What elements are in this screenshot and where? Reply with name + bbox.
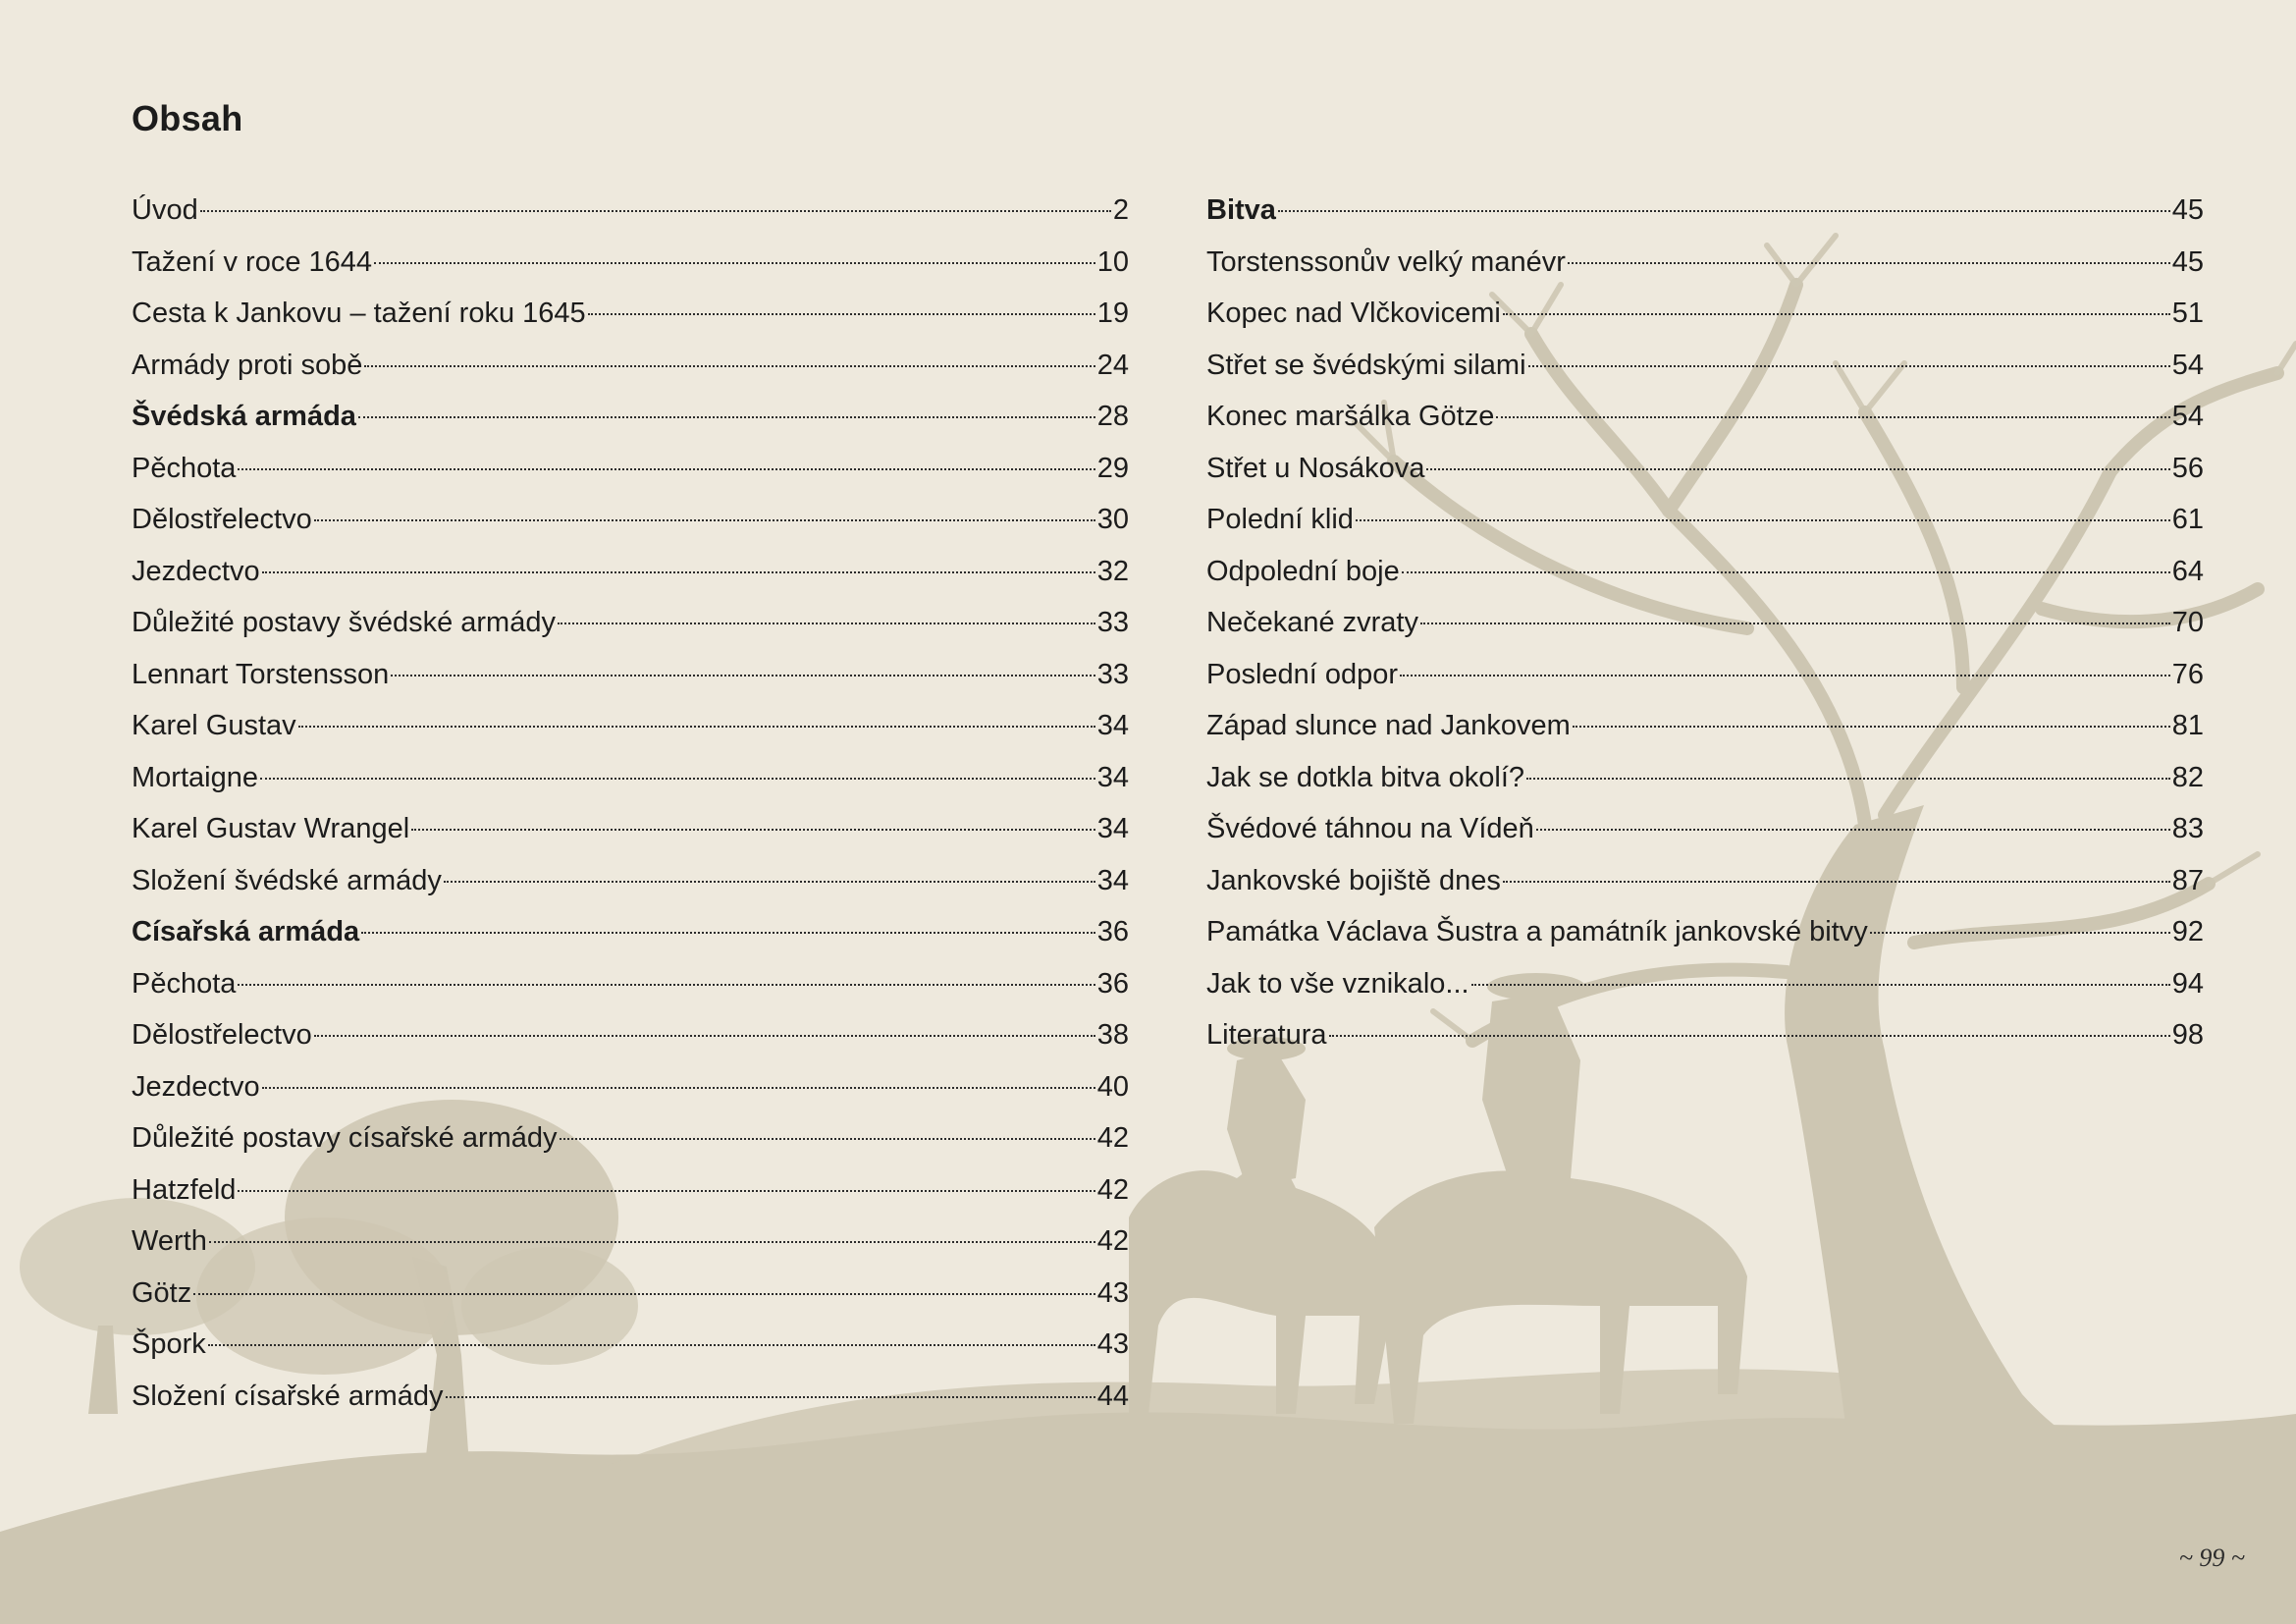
toc-entry-label: Werth <box>132 1225 207 1257</box>
dot-leader <box>560 1138 1095 1140</box>
toc-entry-page: 42 <box>1096 1173 1129 1206</box>
toc-entry-label: Západ slunce nad Jankovem <box>1206 710 1571 741</box>
toc-entry-page: 51 <box>2171 298 2204 329</box>
dot-leader <box>1528 365 2170 367</box>
dot-leader <box>200 210 1111 212</box>
toc-entry-label: Kopec nad Vlčkovicemi <box>1206 298 1501 329</box>
dot-leader <box>558 623 1095 624</box>
toc-entry-page: 98 <box>2171 1019 2204 1051</box>
dot-leader <box>1400 675 2170 677</box>
toc-entry[interactable] <box>1206 597 2204 649</box>
toc-entry-page: 10 <box>1096 245 1129 278</box>
toc-entry[interactable] <box>132 288 1129 340</box>
toc-entry[interactable] <box>132 649 1129 701</box>
toc-left-column <box>132 185 1129 1422</box>
toc-entry[interactable] <box>1206 546 2204 598</box>
toc-entry[interactable] <box>1206 494 2204 546</box>
toc-entry[interactable] <box>132 494 1129 546</box>
toc-entry-label: Střet u Nosákova <box>1206 452 1425 484</box>
dot-leader <box>1426 468 2169 470</box>
toc-entry-page: 38 <box>1096 1019 1129 1051</box>
dot-leader <box>314 1035 1095 1037</box>
toc-entry-label: Jezdectvo <box>132 555 260 587</box>
toc-entry[interactable] <box>132 1061 1129 1113</box>
dot-leader <box>1356 519 2170 521</box>
dot-leader <box>364 365 1095 367</box>
toc-entry[interactable] <box>132 546 1129 598</box>
toc-entry-page: 44 <box>1096 1380 1129 1412</box>
toc-entry-page: 61 <box>2171 504 2204 535</box>
toc-entry[interactable] <box>132 1112 1129 1164</box>
toc-entry-page: 24 <box>1096 349 1129 381</box>
toc-entry[interactable] <box>132 185 1129 237</box>
toc-entry-page: 54 <box>2171 349 2204 381</box>
toc-entry[interactable] <box>132 803 1129 855</box>
toc-entry-label: Hatzfeld <box>132 1173 237 1206</box>
toc-entry-label: Jak se dotkla bitva okolí? <box>1206 761 1525 793</box>
toc-entry[interactable] <box>1206 443 2204 495</box>
dot-leader <box>209 1241 1095 1243</box>
page-number: ~ 99 ~ <box>2178 1543 2245 1572</box>
tree-trunk <box>88 1326 118 1414</box>
dot-leader <box>193 1293 1095 1295</box>
toc-entry-page: 32 <box>1096 555 1129 587</box>
toc-entry[interactable] <box>1206 958 2204 1010</box>
toc-entry[interactable] <box>132 906 1129 958</box>
dot-leader <box>588 313 1095 315</box>
dot-leader <box>374 262 1095 264</box>
toc-entry-label: Památka Václava Šustra a památník jankovské bitvy <box>1206 916 1868 947</box>
toc-entry-label: Literatura <box>1206 1019 1327 1051</box>
dot-leader <box>1526 778 2170 780</box>
toc-entry[interactable] <box>1206 649 2204 701</box>
toc-entry-page: 34 <box>1096 710 1129 741</box>
dot-leader <box>358 416 1095 418</box>
dot-leader <box>1503 881 2170 883</box>
toc-entry[interactable] <box>1206 1009 2204 1061</box>
toc-entry[interactable] <box>1206 237 2204 289</box>
toc-entry-label: Důležité postavy císařské armády <box>132 1122 558 1154</box>
toc-entry-page: 34 <box>1096 864 1129 896</box>
toc-entry-page: 33 <box>1096 658 1129 690</box>
toc-entry-label: Špork <box>132 1328 206 1360</box>
toc-entry[interactable] <box>132 443 1129 495</box>
dot-leader <box>1420 623 2170 624</box>
toc-entry-label: Nečekané zvraty <box>1206 607 1418 638</box>
toc-entry[interactable] <box>132 597 1129 649</box>
dot-leader <box>446 1396 1095 1398</box>
toc-entry[interactable] <box>1206 391 2204 443</box>
dot-leader <box>1536 829 2170 831</box>
toc-entry-label: Složení švédské armády <box>132 864 442 896</box>
toc-entry-label: Konec maršálka Götze <box>1206 401 1495 432</box>
dot-leader <box>1503 313 2170 315</box>
dot-leader <box>361 932 1095 934</box>
toc-entry-label: Torstenssonův velký manévr <box>1206 245 1566 278</box>
toc-entry-label: Bitva <box>1206 194 1276 226</box>
rider-silhouette <box>1227 1051 1306 1188</box>
dot-leader <box>1471 984 2170 986</box>
toc-entry[interactable] <box>132 1319 1129 1371</box>
toc-entry-page: 2 <box>1112 194 1129 226</box>
dot-leader <box>238 468 1095 470</box>
dot-leader <box>391 675 1095 677</box>
toc-entry[interactable] <box>132 340 1129 392</box>
toc-entry[interactable] <box>132 1009 1129 1061</box>
toc-entry-label: Střet se švédskými silami <box>1206 349 1526 381</box>
dot-leader <box>314 519 1095 521</box>
dot-leader <box>262 571 1095 573</box>
toc-entry-label: Jak to vše vznikalo... <box>1206 967 1469 1000</box>
dot-leader <box>1329 1035 2170 1037</box>
toc-entry-page: 82 <box>2171 761 2204 793</box>
toc-entry-label: Lennart Torstensson <box>132 658 390 690</box>
dot-leader <box>1496 416 2169 418</box>
toc-entry-label: Götz <box>132 1276 192 1309</box>
toc-entry-page: 30 <box>1096 504 1129 535</box>
toc-entry-page: 28 <box>1096 401 1129 432</box>
toc-entry[interactable] <box>132 1216 1129 1268</box>
toc-entry-page: 45 <box>2171 245 2204 278</box>
toc-entry[interactable] <box>132 1164 1129 1217</box>
toc-entry-label: Pěchota <box>132 452 237 484</box>
toc-entry-label: Dělostřelectvo <box>132 504 312 535</box>
dot-leader <box>260 778 1095 780</box>
dot-leader <box>238 1190 1095 1192</box>
toc-entry-page: 42 <box>1096 1122 1129 1154</box>
toc-entry[interactable] <box>132 958 1129 1010</box>
toc-entry-label: Pěchota <box>132 967 237 1000</box>
toc-entry-page: 45 <box>2171 194 2204 226</box>
dot-leader <box>1573 726 2170 728</box>
toc-entry-page: 94 <box>2171 967 2204 1000</box>
toc-entry-page: 83 <box>2171 813 2204 844</box>
dot-leader <box>1568 262 2170 264</box>
toc-entry-label: Polední klid <box>1206 504 1354 535</box>
toc-entry-label: Švédové táhnou na Vídeň <box>1206 813 1534 844</box>
toc-entry-label: Švédská armáda <box>132 401 356 432</box>
toc-entry-label: Mortaigne <box>132 761 258 793</box>
toc-entry-page: 43 <box>1096 1328 1129 1360</box>
toc-entry[interactable] <box>132 391 1129 443</box>
toc-entry-page: 87 <box>2171 864 2204 896</box>
toc-entry-page: 34 <box>1096 813 1129 844</box>
toc-entry[interactable] <box>132 1268 1129 1320</box>
toc-entry[interactable] <box>1206 906 2204 958</box>
toc-entry-label: Důležité postavy švédské armády <box>132 607 556 638</box>
toc-right-column <box>1206 185 2204 1061</box>
toc-entry-page: 19 <box>1096 298 1129 329</box>
toc-entry-page: 92 <box>2171 916 2204 947</box>
toc-entry-page: 42 <box>1096 1225 1129 1257</box>
toc-entry-page: 36 <box>1096 916 1129 947</box>
toc-entry-page: 33 <box>1096 607 1129 638</box>
toc-entry-page: 56 <box>2171 452 2204 484</box>
toc-entry-label: Karel Gustav Wrangel <box>132 813 410 844</box>
toc-entry-label: Složení císařské armády <box>132 1380 444 1412</box>
horse-silhouette <box>1129 1149 1394 1414</box>
toc-entry-label: Jezdectvo <box>132 1070 260 1103</box>
toc-entry[interactable] <box>1206 288 2204 340</box>
toc-entry-page: 54 <box>2171 401 2204 432</box>
toc-entry-label: Cesta k Jankovu – tažení roku 1645 <box>132 298 586 329</box>
toc-entry-label: Armády proti sobě <box>132 349 363 381</box>
toc-entry-page: 76 <box>2171 658 2204 690</box>
toc-entry-label: Tažení v roce 1644 <box>132 245 373 278</box>
dot-leader <box>238 984 1095 986</box>
toc-entry[interactable] <box>132 752 1129 804</box>
toc-entry-label: Poslední odpor <box>1206 658 1399 690</box>
toc-entry-page: 34 <box>1096 761 1129 793</box>
toc-entry-page: 36 <box>1096 967 1129 1000</box>
toc-entry-label: Karel Gustav <box>132 710 296 741</box>
toc-entry[interactable] <box>132 700 1129 752</box>
toc-entry-label: Odpolední boje <box>1206 555 1400 587</box>
dot-leader <box>411 829 1095 831</box>
toc-entry[interactable] <box>1206 700 2204 752</box>
toc-entry-page: 64 <box>2171 555 2204 587</box>
toc-entry[interactable] <box>132 1371 1129 1423</box>
toc-entry-label: Císařská armáda <box>132 916 360 947</box>
toc-entry-page: 70 <box>2171 607 2204 638</box>
toc-entry[interactable] <box>1206 855 2204 907</box>
dot-leader <box>444 881 1095 883</box>
toc-entry[interactable] <box>132 855 1129 907</box>
toc-entry[interactable] <box>132 237 1129 289</box>
toc-entry-label: Jankovské bojiště dnes <box>1206 864 1501 896</box>
toc-entry-page: 81 <box>2171 710 2204 741</box>
dot-leader <box>1278 210 2170 212</box>
page-title: Obsah <box>132 98 243 138</box>
dot-leader <box>298 726 1095 728</box>
toc-entry-label: Úvod <box>132 194 198 226</box>
toc-entry[interactable] <box>1206 803 2204 855</box>
dot-leader <box>1870 932 2170 934</box>
dot-leader <box>262 1087 1095 1089</box>
toc-entry-label: Dělostřelectvo <box>132 1019 312 1051</box>
toc-entry-page: 43 <box>1096 1276 1129 1309</box>
dot-leader <box>1402 571 2170 573</box>
toc-entry[interactable] <box>1206 185 2204 237</box>
toc-entry[interactable] <box>1206 752 2204 804</box>
toc-entry-page: 29 <box>1096 452 1129 484</box>
toc-entry-page: 40 <box>1096 1070 1129 1103</box>
dot-leader <box>208 1344 1095 1346</box>
toc-entry[interactable] <box>1206 340 2204 392</box>
